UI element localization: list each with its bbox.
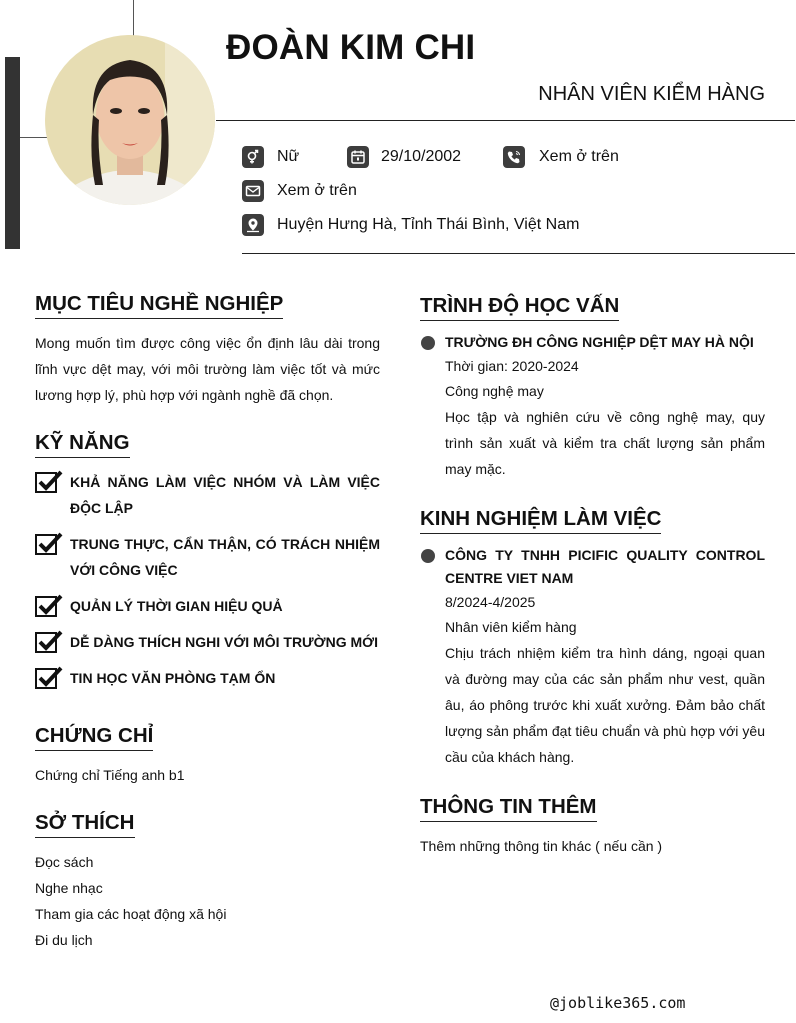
bullet-icon	[421, 549, 435, 563]
education-title: TRÌNH ĐỘ HỌC VẤN	[420, 294, 619, 321]
gender-icon	[242, 146, 264, 168]
birthdate-value: 29/10/2002	[381, 148, 462, 165]
phone-icon	[503, 146, 525, 168]
checkmark-icon	[35, 470, 63, 494]
experience-title: KINH NGHIỆM LÀM VIỆC	[420, 507, 661, 534]
objective-text: Mong muốn tìm được công việc ổn định lâu dài trong lĩnh vực dệt may, với môi trường làm việc tốt và mức lương hợp lý, phù hợp với ngành nghề đã chọn.	[35, 335, 380, 403]
hobby-item: Nghe nhạc	[35, 880, 103, 896]
checkmark-icon	[35, 666, 63, 690]
watermark: @joblike365.com	[550, 994, 686, 1012]
skill-item: TIN HỌC VĂN PHÒNG TẠM ỔN	[70, 670, 276, 686]
hobby-item: Tham gia các hoạt động xã hội	[35, 906, 227, 922]
checkmark-icon	[35, 630, 63, 654]
checkmark-icon	[35, 594, 63, 618]
avatar	[45, 35, 215, 205]
education-description: Học tập và nghiên cứu về công nghệ may, quy trình sản xuất và kiểm tra chất lượng sản phẩm may mặc.	[445, 409, 765, 477]
divider-line	[20, 137, 50, 138]
email-icon	[242, 180, 264, 202]
school-name: TRƯỜNG ĐH CÔNG NGHIỆP DỆT MAY HÀ NỘI	[445, 334, 754, 350]
certificate-item: Chứng chỉ Tiếng anh b1	[35, 767, 185, 783]
skill-item: TRUNG THỰC, CẨN THẬN, CÓ TRÁCH NHIỆM VỚI CÔNG VIỆC	[70, 536, 380, 578]
hobby-item: Đi du lịch	[35, 932, 93, 948]
bullet-icon	[421, 336, 435, 350]
additional-text: Thêm những thông tin khác ( nếu cần )	[420, 838, 663, 854]
skills-title: KỸ NĂNG	[35, 431, 130, 458]
additional-title: THÔNG TIN THÊM	[420, 795, 597, 822]
phone-value: Xem ở trên	[539, 148, 619, 165]
education-time: Thời gian: 2020-2024	[445, 358, 579, 374]
skill-item: KHẢ NĂNG LÀM VIỆC NHÓM VÀ LÀM VIỆC ĐỘC LẬP	[70, 474, 380, 516]
address-value: Huyện Hưng Hà, Tỉnh Thái Bình, Việt Nam	[277, 216, 580, 233]
hobbies-title: SỞ THÍCH	[35, 811, 135, 838]
education-major: Công nghệ may	[445, 383, 544, 399]
divider-line	[242, 253, 795, 254]
divider-line	[216, 120, 795, 121]
email-value: Xem ở trên	[277, 182, 357, 199]
skill-item: QUẢN LÝ THỜI GIAN HIỆU QUẢ	[70, 598, 283, 614]
calendar-icon	[347, 146, 369, 168]
skill-item: DỄ DÀNG THÍCH NGHI VỚI MÔI TRƯỜNG MỚI	[70, 634, 378, 650]
certificates-title: CHỨNG CHỈ	[35, 724, 153, 751]
company-name: CÔNG TY TNHH PICIFIC QUALITY CONTROL CENTRE VIET NAM	[445, 547, 765, 586]
job-position: NHÂN VIÊN KIỂM HÀNG	[538, 83, 765, 105]
hobby-item: Đọc sách	[35, 854, 94, 870]
experience-description: Chịu trách nhiệm kiểm tra hình dáng, ngoại quan và đường may của các sản phẩm như vest, quần âu, áo phông trước khi xuất xưởng. Đảm bảo chất lượng sản phẩm đạt tiêu chuẩn và phù hợp với yêu cầu của khách hàng.	[445, 645, 765, 765]
divider-line	[133, 0, 134, 40]
objective-title: MỤC TIÊU NGHỀ NGHIỆP	[35, 292, 283, 319]
candidate-name: ĐOÀN KIM CHI	[226, 28, 476, 67]
location-icon	[242, 214, 264, 236]
checkmark-icon	[35, 532, 63, 556]
experience-role: Nhân viên kiểm hàng	[445, 619, 577, 635]
experience-period: 8/2024-4/2025	[445, 594, 536, 610]
accent-bar	[5, 57, 20, 249]
gender-value: Nữ	[277, 148, 300, 165]
